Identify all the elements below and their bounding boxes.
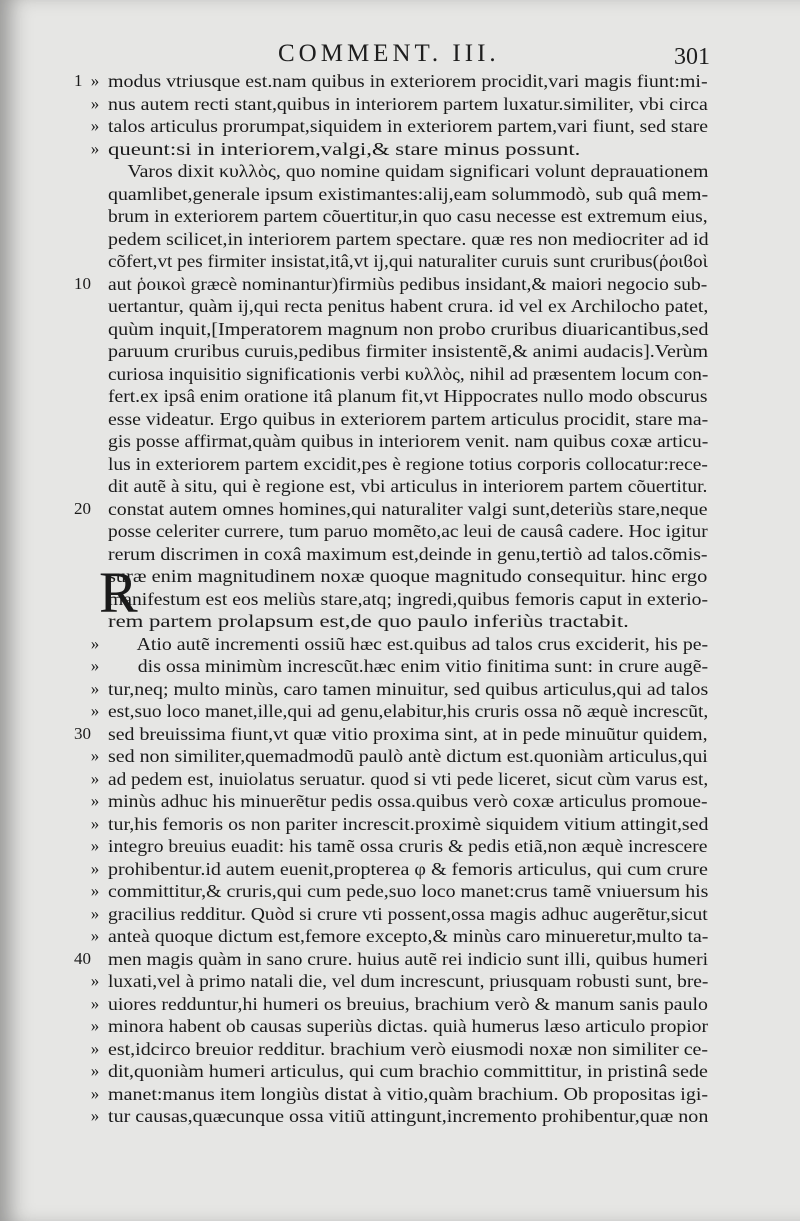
drop-capital: R (99, 560, 138, 625)
text-line (0, 700, 800, 723)
text-line (0, 1060, 800, 1083)
line-text: prohibentur.id autem euenit,propterea φ & femoris articulus, qui cum crure (108, 858, 708, 879)
quotation-mark: » (90, 1038, 100, 1058)
text-line (0, 588, 800, 611)
text-line (0, 543, 800, 566)
text-line (0, 655, 800, 678)
quotation-mark: » (90, 633, 100, 653)
line-text: gracilius redditur. Quòd si crure vti possent,ossa magis adhuc augerẽtur,sicut (108, 903, 708, 924)
quotation-mark: » (90, 701, 100, 720)
line-text: Varos dixit κυλλὸς, quo nomine quidam significari volunt deprauationem (108, 161, 709, 181)
text-line (0, 138, 800, 161)
line-text: tur causas,quæcunque ossa vitiũ attingunt,incremento prohibentur,quæ non (108, 1106, 709, 1126)
quotation-mark: » (90, 1061, 100, 1080)
line-number: 20 (74, 498, 91, 518)
quotation-mark: » (90, 993, 100, 1013)
quotation-mark: » (90, 836, 100, 855)
text-line (0, 858, 800, 881)
line-text: cõfert,vt pes firmiter insistat,itâ,vt ij,qui naturaliter curuis sunt cruribus(ῥοιϐοὶ (108, 251, 708, 271)
line-text: est,suo loco manet,ille,qui ad genu,elabitur,his cruris ossa nõ æquè increscũt, (108, 701, 709, 721)
line-text: rerum discrimen in coxâ maximum est,deinde in genu,tertiò ad talos.cõmis- (108, 543, 708, 564)
line-number: 1 (74, 71, 83, 90)
quotation-mark: » (90, 1106, 100, 1125)
line-text: suræ enim magnitudinem noxæ quoque magnitudo consequitur. hinc ergo (108, 566, 708, 586)
text-line (0, 93, 800, 116)
text-line (0, 228, 800, 251)
text-line (0, 318, 800, 341)
line-text: manet:manus item longiùs distat à vitio,quàm brachium. Ob propositas igi- (108, 1083, 709, 1104)
text-line (0, 183, 800, 206)
line-text: talos articulus prorumpat,siquidem in exteriorem partem,vari fiunt, sed stare (108, 116, 709, 136)
text-line (0, 430, 800, 453)
line-text: quùm inquit,[Imperatorem magnum non probo cruribus diuaricantibus,sed (108, 318, 709, 339)
text-line (0, 498, 800, 521)
line-text: modus vtriusque est.nam quibus in exteriorem procidit,vari magis fiunt:mi- (108, 71, 708, 91)
text-line (0, 205, 800, 228)
line-text: uertantur, quàm ij,qui recta penitus habent crura. id vel ex Archilocho patet, (108, 296, 709, 316)
quotation-mark: » (90, 116, 100, 135)
line-text: tur,his femoris os non pariter increscit.proximè siquidem vitium attingit,sed (108, 813, 709, 834)
text-line (0, 408, 800, 431)
quotation-mark: » (90, 93, 100, 113)
line-number: 10 (74, 273, 91, 293)
line-text: posse celeriter currere, tum paruo momẽto,ac leui de causâ cadere. Hoc igitur (108, 521, 708, 541)
quotation-mark: » (90, 1016, 100, 1035)
quotation-mark: » (90, 858, 100, 878)
text-line (0, 565, 800, 588)
text-line (0, 768, 800, 791)
text-line (0, 993, 800, 1016)
quotation-mark: » (90, 1083, 100, 1103)
line-text: queunt:si in interiorem,valgi,& stare minus possunt. (108, 138, 581, 159)
text-line (0, 903, 800, 926)
text-line (0, 295, 800, 318)
line-text: manifestum est eos meliùs stare,atq; ingredi,quibus femoris caput in exterio- (108, 588, 709, 609)
line-text: committitur,& cruris,qui cum pede,suo loco manet:crus tamẽ vniuersum his (108, 881, 709, 901)
line-text: ad pedem est, inuiolatus seruatur. quod si vti pede liceret, sicut cùm varus est, (108, 768, 709, 789)
text-line (0, 160, 800, 183)
text-line (0, 790, 800, 813)
text-line (0, 363, 800, 386)
line-text: minora habent ob causas superiùs dictas. quià humerus læso articulo propior (108, 1016, 709, 1036)
text-line (0, 813, 800, 836)
line-number: 40 (74, 948, 91, 968)
line-text: sed non similiter,quemadmodũ paulò antè dictum est.quoniàm articulus,qui (108, 746, 708, 766)
text-line (0, 340, 800, 363)
line-text: quamlibet,generale ipsum existimantes:alij,eam solummodò, sub quâ mem- (108, 183, 709, 204)
text-line (0, 925, 800, 948)
text-line (0, 745, 800, 768)
line-text: tur,neq; multo minùs, caro tamen minuitur, sed quibus articulus,qui ad talos (108, 678, 709, 699)
line-text: dit autẽ à situ, qui è regione est, vbi articulus in interiorem partem cõuertitur. (108, 476, 708, 496)
text-line (0, 970, 800, 993)
quotation-mark: » (90, 138, 100, 158)
quotation-mark: » (90, 71, 100, 90)
text-line (0, 835, 800, 858)
text-line (0, 1083, 800, 1106)
text-line (0, 520, 800, 543)
text-line (0, 1105, 800, 1128)
line-text: rem partem prolapsum est,de quo paulo inferiùs tractabit. (108, 611, 629, 631)
line-text: anteà quoque dictum est,femore excepto,& minùs caro minueretur,multo ta- (108, 926, 709, 946)
line-text: aut ῥοικοὶ græcè nominantur)firmiùs pedibus insidant,& maiori negocio sub- (108, 273, 708, 294)
text-line (0, 250, 800, 273)
line-text: lus in exteriorem partem excidit,pes è regione totius corporis collocatur:rece- (108, 453, 708, 474)
line-text: paruum cruribus curuis,pedibus firmiter insistentẽ,& animi audacis].Verùm (108, 341, 709, 361)
line-text: luxati,vel à primo natali die, vel dum increscunt, priusquam robusti sunt, bre- (108, 971, 709, 991)
text-line (0, 948, 800, 971)
text-line (0, 273, 800, 296)
text-line (0, 633, 800, 656)
line-text: est,idcirco breuior redditur. brachium verò eiusmodi noxæ non similiter ce- (108, 1038, 709, 1059)
line-text: sed breuissima fiunt,vt quæ vitio proxima sint, at in pede minuũtur quidem, (108, 723, 708, 744)
text-line (0, 1038, 800, 1061)
line-text: brum in exteriorem partem cõuertitur,in quo casu necesse est extremum eius, (108, 206, 708, 226)
line-text: dit,quoniàm humeri articulus, qui cum brachio committitur, in pristinâ sede (108, 1061, 708, 1081)
quotation-mark: » (90, 746, 100, 765)
line-text: uiores redduntur,hi humeri os breuius, brachium verò & manum sanis paulo (108, 993, 708, 1014)
body-text (0, 70, 800, 1128)
quotation-mark: » (90, 678, 100, 698)
text-line (0, 880, 800, 903)
text-line (0, 723, 800, 746)
line-text: dis ossa minimùm increscũt.hæc enim vitio finitima sunt: in crure augẽ- (108, 656, 709, 676)
running-title: COMMENT. III. (278, 40, 500, 67)
text-line (0, 70, 800, 93)
quotation-mark: » (90, 971, 100, 990)
line-text: fert.ex ipsâ enim oratione itâ planum fit,vt Hippocrates nullo modo obscurus (108, 386, 708, 406)
text-line (0, 385, 800, 408)
line-text: curiosa inquisitio significationis verbi κυλλὸς, nihil ad præsentem locum con- (108, 363, 709, 384)
text-line (0, 1015, 800, 1038)
line-text: esse videatur. Ergo quibus in exteriorem partem articulus procidit, stare ma- (108, 408, 709, 429)
quotation-mark: » (90, 881, 100, 900)
line-text: nus autem recti stant,quibus in interiorem partem luxatur.similiter, vbi circa (108, 93, 708, 114)
quotation-mark: » (90, 791, 100, 810)
line-text: pedem scilicet,in interiorem partem spectare. quæ res non mediocriter ad id (108, 228, 709, 249)
text-line (0, 610, 800, 633)
text-line (0, 453, 800, 476)
line-text: constat autem omnes homines,qui naturaliter valgi sunt,deteriùs stare,neque (108, 498, 708, 519)
quotation-mark: » (90, 903, 100, 923)
line-text: men magis quàm in sano crure. huius autẽ rei indicio sunt illi, quibus humeri (108, 948, 709, 969)
line-text: integro breuius euadit: his tamẽ ossa cruris & pedis etiã,non æquè increscere (108, 836, 708, 856)
quotation-mark: » (90, 813, 100, 833)
quotation-mark: » (90, 768, 100, 788)
text-line (0, 475, 800, 498)
text-line (0, 678, 800, 701)
quotation-mark: » (90, 926, 100, 945)
line-number: 30 (74, 723, 91, 743)
line-text: minùs adhuc his minuerẽtur pedis ossa.quibus verò coxæ articulus promoue- (108, 791, 708, 811)
running-header (0, 34, 800, 70)
line-text: gis posse affirmat,quàm quibus in interiorem venit. nam quibus coxæ articu- (108, 431, 709, 451)
page-number: 301 (674, 44, 710, 70)
line-text: Atio autẽ incrementi ossiũ hæc est.quibus ad talos crus exciderit, his pe- (108, 633, 709, 654)
quotation-mark: » (90, 656, 100, 675)
text-line (0, 115, 800, 138)
